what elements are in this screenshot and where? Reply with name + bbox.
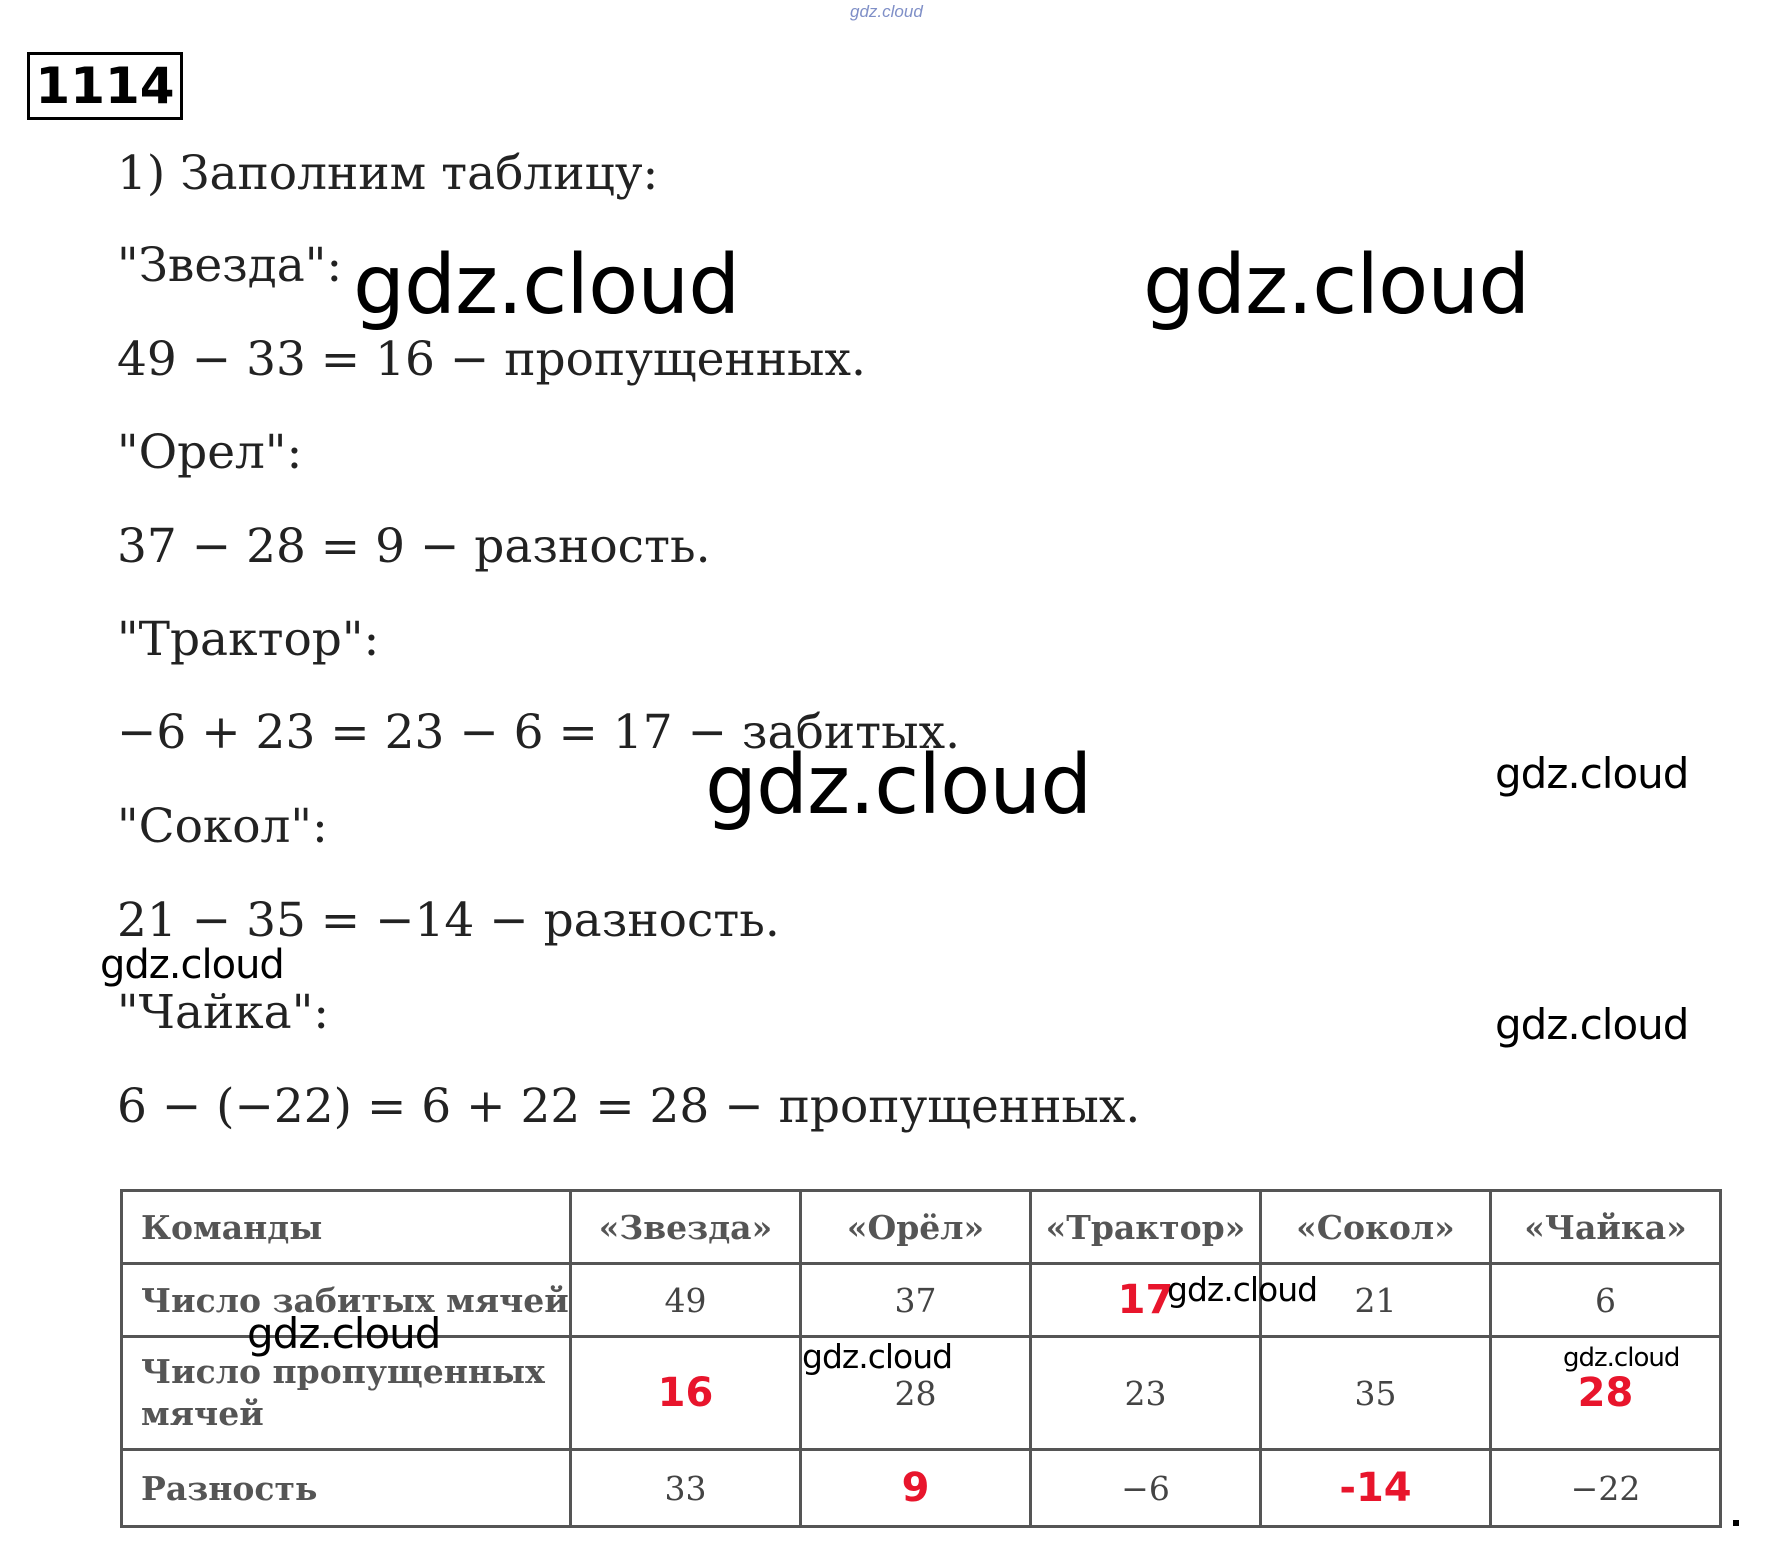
- table-cell: 33: [571, 1450, 801, 1527]
- solution-line-sokol: "Сокол":: [117, 799, 328, 854]
- table-row-label: Разность: [122, 1450, 571, 1527]
- table-row: [122, 1450, 1721, 1527]
- table-cell-highlight: 9: [901, 1465, 930, 1511]
- table-cell: 28: [801, 1337, 1031, 1450]
- table-cell: [1261, 1450, 1491, 1527]
- solution-line-orel-calc: 37 − 28 = 9 − разность.: [117, 519, 711, 574]
- table-header-cell: «Трактор»: [1031, 1191, 1261, 1264]
- table-row-label: Число забитых мячей: [122, 1264, 571, 1337]
- table-header-cell: «Орёл»: [801, 1191, 1031, 1264]
- table-cell: 23: [1031, 1337, 1261, 1450]
- watermark: gdz.cloud: [1167, 1270, 1318, 1309]
- table-cell-highlight: 17: [1117, 1277, 1174, 1323]
- solution-line-traktor-calc: −6 + 23 = 23 − 6 = 17 − забитых.: [117, 705, 961, 760]
- table-cell-highlight: -14: [1339, 1465, 1412, 1511]
- table-row-label: Число пропущенных мячей: [122, 1337, 571, 1450]
- table-cell: −22: [1491, 1450, 1721, 1527]
- table-cell: 35: [1261, 1337, 1491, 1450]
- solution-line-sokol-calc: 21 − 35 = −14 − разность.: [117, 893, 780, 948]
- watermark: gdz.cloud: [1495, 749, 1689, 798]
- table-header-cell: «Звезда»: [571, 1191, 801, 1264]
- table-cell-highlight: 16: [657, 1370, 714, 1416]
- table-header-cell: Команды: [122, 1191, 571, 1264]
- watermark: gdz.cloud: [247, 1309, 441, 1358]
- table-cell: 6: [1491, 1264, 1721, 1337]
- watermark: gdz.cloud: [353, 238, 740, 333]
- table-cell: [571, 1337, 801, 1450]
- table-cell: 21: [1261, 1264, 1491, 1337]
- table-cell-highlight: 28: [1577, 1370, 1634, 1416]
- table-cell: 49: [571, 1264, 801, 1337]
- watermark: gdz.cloud: [1143, 238, 1530, 333]
- problem-number: 1114: [27, 52, 183, 120]
- watermark: gdz.cloud: [100, 942, 284, 988]
- table-cell: [801, 1450, 1031, 1527]
- solution-line-traktor: "Трактор":: [117, 612, 380, 667]
- solution-line-chaika: "Чайка":: [117, 985, 330, 1040]
- dot-mark: [1733, 1520, 1739, 1526]
- solution-line-chaika-calc: 6 − (−22) = 6 + 22 = 28 − пропущенных.: [117, 1079, 1141, 1134]
- solution-line-orel: "Орел":: [117, 425, 303, 480]
- table-cell: 37: [801, 1264, 1031, 1337]
- table-header-cell: «Сокол»: [1261, 1191, 1491, 1264]
- table-cell: −6: [1031, 1450, 1261, 1527]
- top-watermark: gdz.cloud: [850, 2, 923, 21]
- watermark: gdz.cloud: [802, 1337, 953, 1376]
- solution-line-zvezda: "Звезда":: [117, 238, 343, 293]
- solution-intro: 1) Заполним таблицу:: [117, 146, 659, 201]
- watermark: gdz.cloud: [1495, 1000, 1689, 1049]
- table-header-row: [122, 1191, 1721, 1264]
- watermark: gdz.cloud: [705, 738, 1092, 833]
- watermark: gdz.cloud: [1563, 1343, 1680, 1373]
- table-header-cell: «Чайка»: [1491, 1191, 1721, 1264]
- solution-line-zvezda-calc: 49 − 33 = 16 − пропущенных.: [117, 332, 866, 387]
